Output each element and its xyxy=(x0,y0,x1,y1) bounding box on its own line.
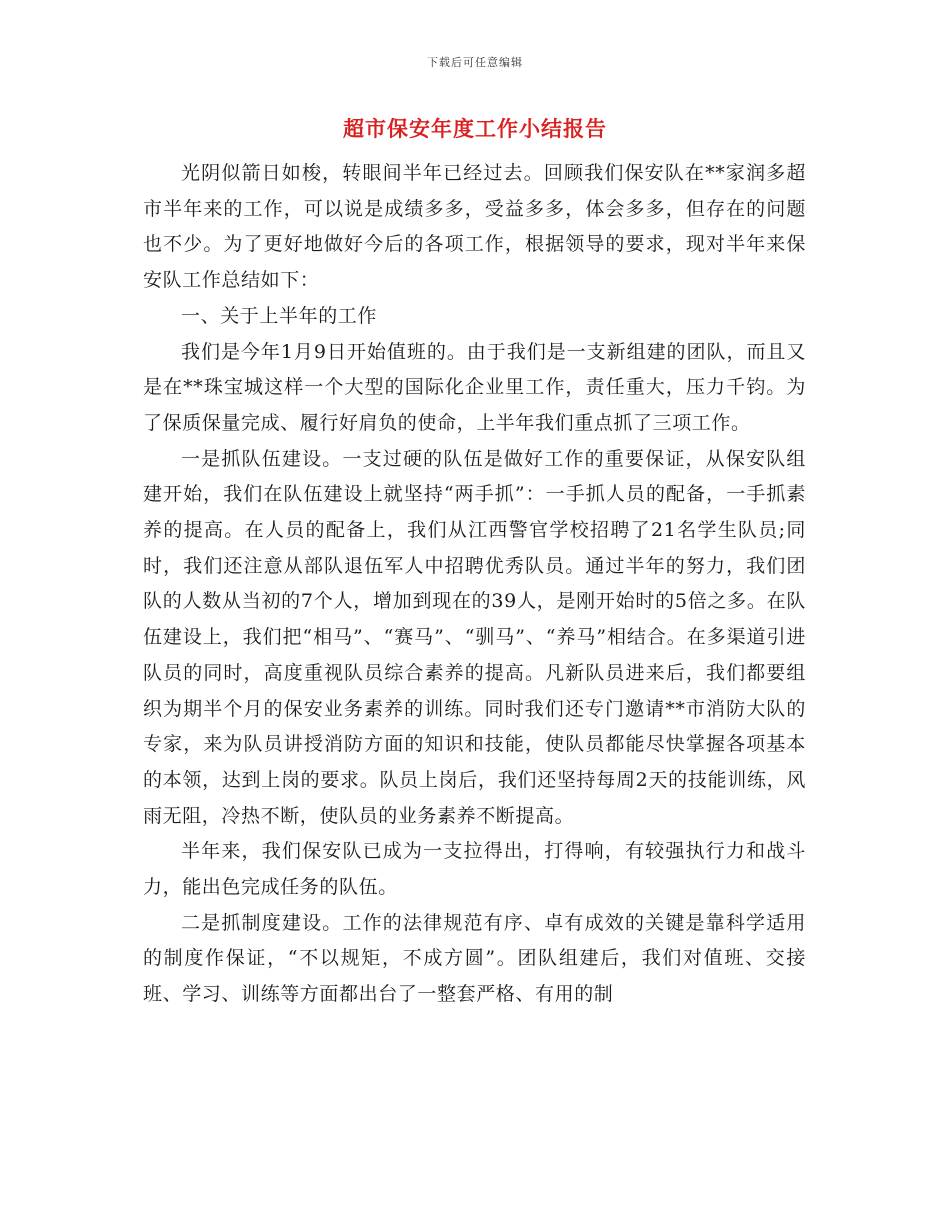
paragraph-half-year-result: 半年来，我们保安队已成为一支拉得出，打得响，有较强执行力和战斗力，能出色完成任务的队伍。 xyxy=(143,840,806,899)
paragraph-system-building: 二是抓制度建设。工作的法律规范有序、卓有成效的关键是靠科学适用的制度作保证，“不以规矩，不成方圆”。团队组建后，我们对值班、交接班、学习、训练等方面都出台了一整套严格、有用的制 xyxy=(143,911,806,1006)
document-body xyxy=(143,156,806,1013)
paragraph-intro: 光阴似箭日如梭，转眼间半年已经过去。回顾我们保安队在**家润多超市半年来的工作，可以说是成绩多多，受益多多，体会多多，但存在的问题也不少。为了更好地做好今后的各项工作，根据领导的要求，现对半年来保安队工作总结如下： xyxy=(143,162,806,292)
paragraph-overview: 我们是今年1月9日开始值班的。由于我们是一支新组建的团队，而且又是在**珠宝城这样一个大型的国际化企业里工作，责任重大，压力千钧。为了保质保量完成、履行好肩负的使命，上半年我们重点抓了三项工作。 xyxy=(143,340,806,434)
paragraph-team-building: 一是抓队伍建设。一支过硬的队伍是做好工作的重要保证，从保安队组建开始，我们在队伍建设上就坚持“两手抓”：一手抓人员的配备，一手抓素养的提高。在人员的配备上，我们从江西警官学校招聘了21名学生队员;同时，我们还注意从部队退伍军人中招聘优秀队员。通过半年的努力，我们团队的人数从当初的7个人，增加到现在的39人，是刚开始时的5倍之多。在队伍建设上，我们把“相马”、“赛马”、“驯马”、“养马”相结合。在多渠道引进队员的同时，高度重视队员综合素养的提高。凡新队员进来后，我们都要组织为期半个月的保安业务素养的训练。同时我们还专门邀请**市消防大队的专家，来为队员讲授消防方面的知识和技能，使队员都能尽快掌握各项基本的本领，达到上岗的要求。队员上岗后，我们还坚持每周2天的技能训练，风雨无阻，冷热不断，使队员的业务素养不断提高。 xyxy=(143,447,806,827)
section-heading: 一、关于上半年的工作 xyxy=(181,304,378,327)
document-title: 超市保安年度工作小结报告 xyxy=(343,116,607,141)
page-header-note: 下载后可任意编辑 xyxy=(427,56,523,69)
